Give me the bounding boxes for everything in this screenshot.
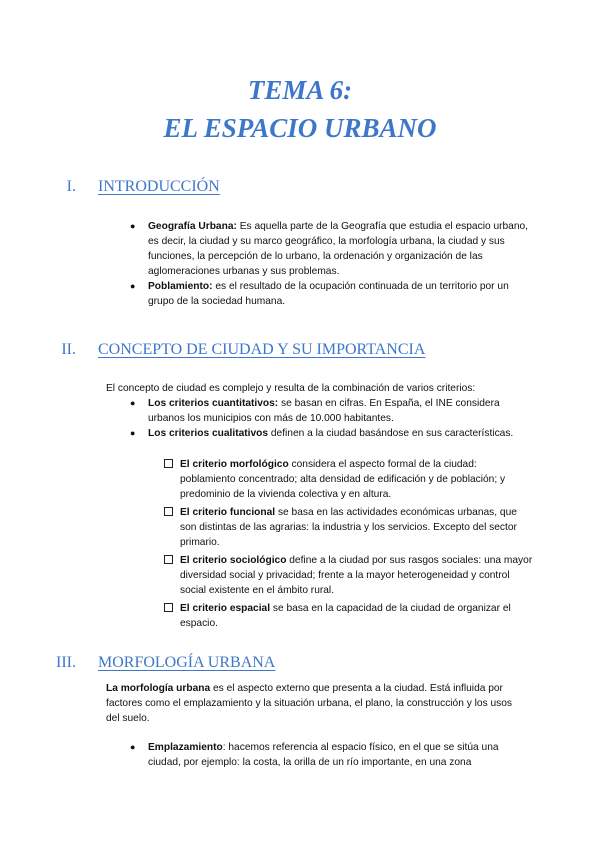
list-item-term: Poblamiento:: [148, 281, 213, 292]
document-title-line2: EL ESPACIO URBANO: [163, 113, 437, 143]
checkbox-icon: [164, 507, 173, 516]
section-number: I.: [66, 178, 76, 195]
section-number: III.: [56, 654, 76, 671]
list-item-text: se basan en cifras. En España, el INE considera urbanos los municipios con más de 10.000 habitantes.: [148, 398, 500, 424]
morfologia-bullet-list: [128, 740, 530, 770]
morfologia-intro-paragraph: [106, 681, 528, 726]
intro-bullet-list: [128, 219, 530, 309]
list-item-term: El criterio espacial: [180, 603, 271, 614]
bullet-icon: ●: [130, 281, 136, 291]
list-item-term: Geografía Urbana:: [148, 221, 237, 232]
document-title-line1: TEMA 6:: [247, 75, 353, 105]
list-item-text: se basa en la capacidad de la ciudad de organizar el espacio.: [180, 603, 511, 629]
section-number: II.: [61, 341, 76, 358]
section-title: CONCEPTO DE CIUDAD Y SU IMPORTANCIA: [98, 341, 426, 358]
bullet-icon: ●: [130, 398, 136, 408]
list-item-text: Es aquella parte de la Geografía que estudia el espacio urbano, es decir, la ciudad y su marco geográfico, la morfología urbana, la ciudad y sus funciones, la percepción de lo urbano, la ordenación y organización de las aglomeraciones urbanas y sus problemas.: [148, 221, 529, 277]
list-item-text: definen a la ciudad basándose en sus características.: [268, 428, 514, 439]
paragraph-text: es el aspecto externo que presenta a la ciudad. Está influida por factores como el emplazamiento y la situación urbana, el plano, la construcción y los usos del suelo.: [106, 683, 513, 724]
list-item: [128, 740, 530, 770]
checkbox-icon: [164, 555, 173, 564]
list-item-term: El criterio morfológico: [180, 459, 289, 470]
section-heading-concepto: [40, 341, 425, 359]
list-item-text: se basa en las actividades económicas urbanas, que son distintas de las agrarias: la industria y los servicios. Excepto del sector primario.: [180, 507, 517, 548]
list-item: [163, 505, 533, 550]
paragraph-term: La morfología urbana: [106, 683, 211, 694]
concepto-bullet-list: [128, 396, 530, 441]
list-item-term: El criterio sociológico: [180, 555, 287, 566]
criterios-checkbox-list: [163, 457, 533, 634]
concepto-intro-paragraph: El concepto de ciudad es complejo y resulta de la combinación de varios criterios:: [106, 383, 476, 394]
list-item-text: : hacemos referencia al espacio físico, en el que se sitúa una ciudad, por ejemplo: la costa, la orilla de un río importante, en una zona: [148, 742, 499, 768]
list-item: [163, 601, 533, 631]
list-item: [128, 219, 530, 279]
list-item-text: es el resultado de la ocupación continuada de un territorio por un grupo de la sociedad humana.: [148, 281, 509, 307]
list-item-text: considera el aspecto formal de la ciudad: poblamiento concentrado; alta densidad de edificación y de población; y predominio de la vivienda colectiva y en altura.: [180, 459, 506, 500]
section-title: INTRODUCCIÓN: [98, 178, 220, 195]
list-item-text: define a la ciudad por sus rasgos sociales: una mayor diversidad social y privacidad; frente a la mayor heterogeneidad y control social existente en el ámbito rural.: [180, 555, 533, 596]
list-item: [163, 553, 533, 598]
list-item: [128, 426, 530, 441]
checkbox-icon: [164, 603, 173, 612]
bullet-icon: ●: [130, 221, 136, 231]
section-heading-introduccion: [40, 178, 220, 196]
list-item-term: El criterio funcional: [180, 507, 276, 518]
checkbox-icon: [164, 459, 173, 468]
bullet-icon: ●: [130, 428, 136, 438]
section-heading-morfologia: [40, 654, 275, 672]
bullet-icon: ●: [130, 742, 136, 752]
section-title: MORFOLOGÍA URBANA: [98, 654, 276, 671]
list-item-term: Los criterios cualitativos: [148, 428, 269, 439]
list-item: [163, 457, 533, 502]
list-item: [128, 396, 530, 426]
list-item-term: Los criterios cuantitativos:: [148, 398, 279, 409]
list-item: [128, 279, 530, 309]
list-item-term: Emplazamiento: [148, 742, 223, 753]
